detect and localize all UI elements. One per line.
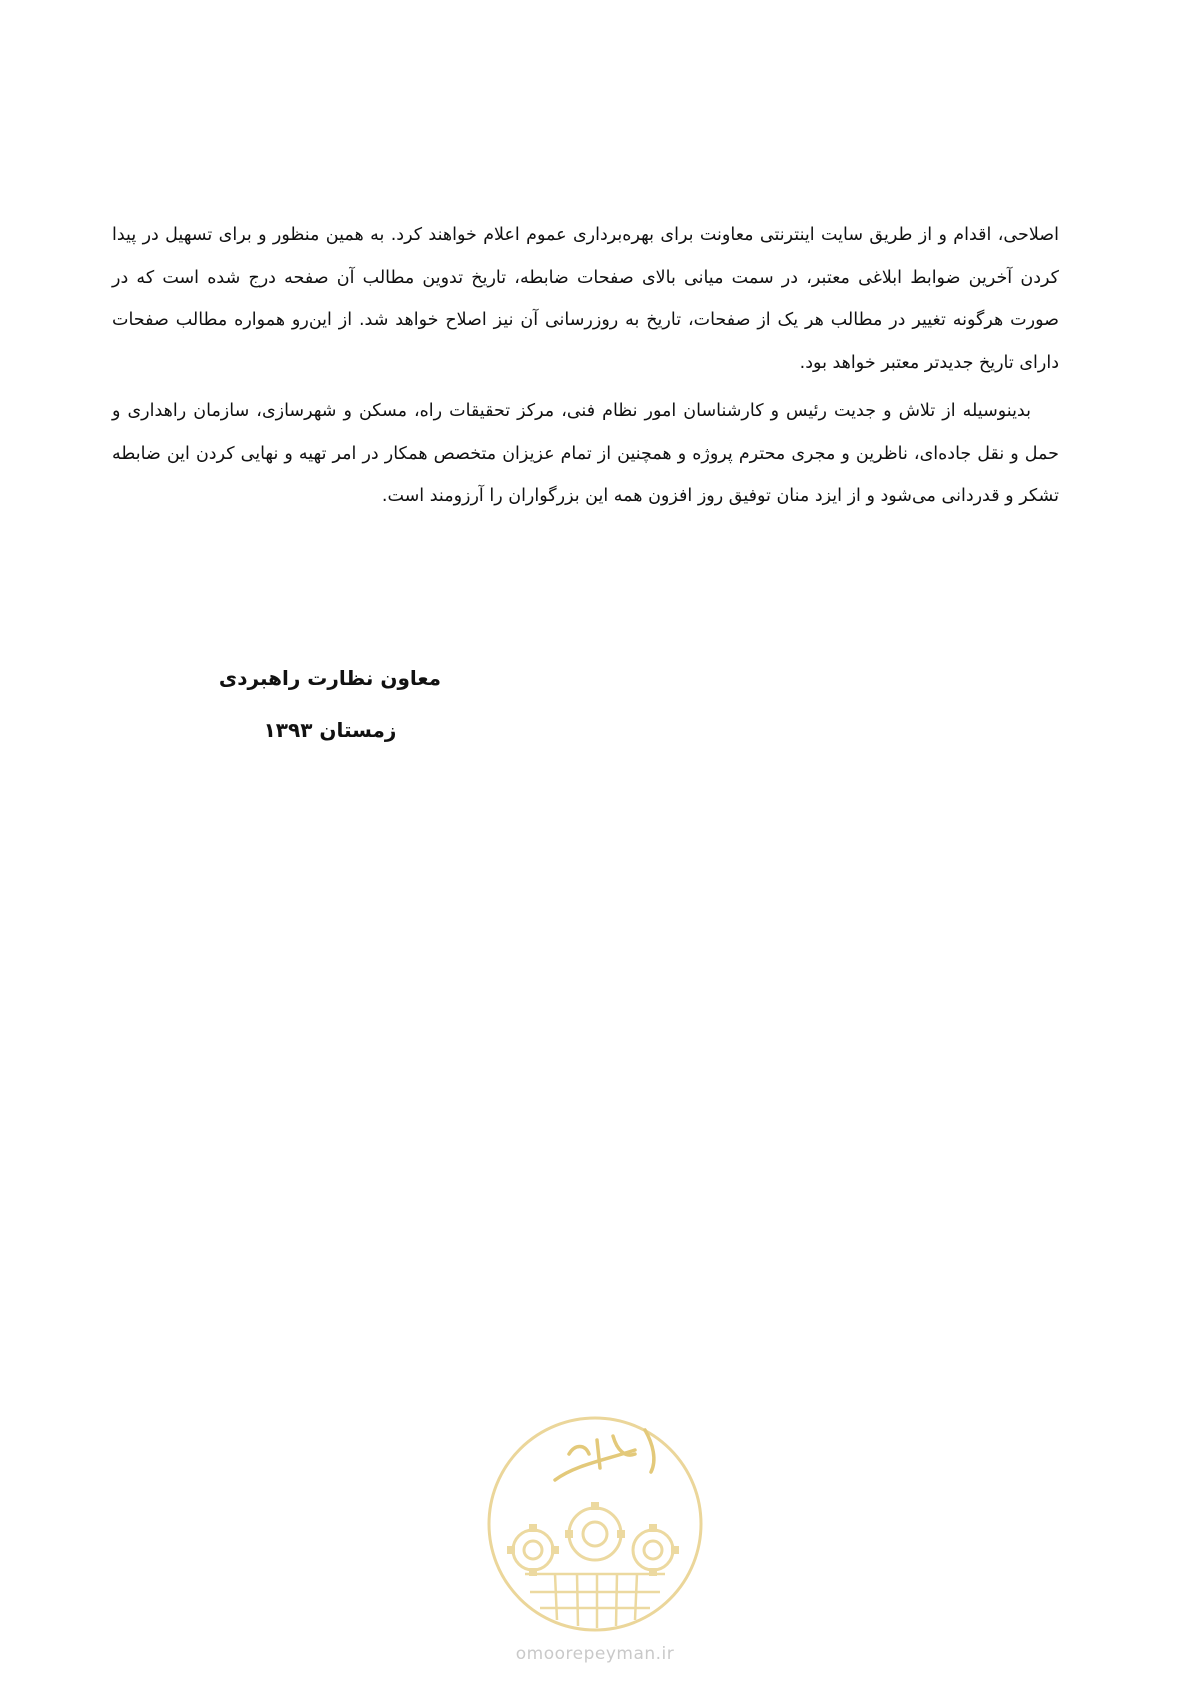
watermark-url: omoorepeyman.ir <box>515 1644 675 1664</box>
signature-date: زمستان ۱۳۹۳ <box>263 718 397 742</box>
paragraph-2: بدینوسیله از تلاش و جدیت رئیس و کارشناسان امور نظام فنی، مرکز تحقیقات راه، مسکن و شهرسازی، سازمان راهداری و حمل و نقل جاده‌ای، ناظرین و مجری محترم پروژه و همچنین از تمام عزیزان متخصص همکار در امر تهیه و نهایی کردن این ضابطه تشکر و قدردانی می‌شود و از ایزد منان توفیق روز افزون همه این بزرگواران را آرزومند است. <box>112 401 1059 506</box>
signature-title: معاون نظارت راهبردی <box>218 666 442 690</box>
paragraph-1: اصلاحی، اقدام و از طریق سایت اینترنتی معاونت برای بهره‌برداری عموم اعلام خواهند کرد. به همین منظور و برای تسهیل در پیدا کردن آخرین ضوابط ابلاغی معتبر، در سمت میانی بالای صفحات ضابطه، تاریخ تدوین مطالب آن صفحه درج شده است که در صورت هرگونه تغییر در مطالب هر یک از صفحات، تاریخ به روزرسانی آن نیز اصلاح خواهد شد. از این‌رو همواره مطالب صفحات دارای تاریخ جدیدتر معتبر خواهد بود. <box>112 225 1059 373</box>
signature-block <box>180 652 480 756</box>
watermark-logo <box>485 1410 705 1680</box>
body-text <box>112 214 1059 518</box>
watermark-emblem-icon <box>485 1410 705 1640</box>
